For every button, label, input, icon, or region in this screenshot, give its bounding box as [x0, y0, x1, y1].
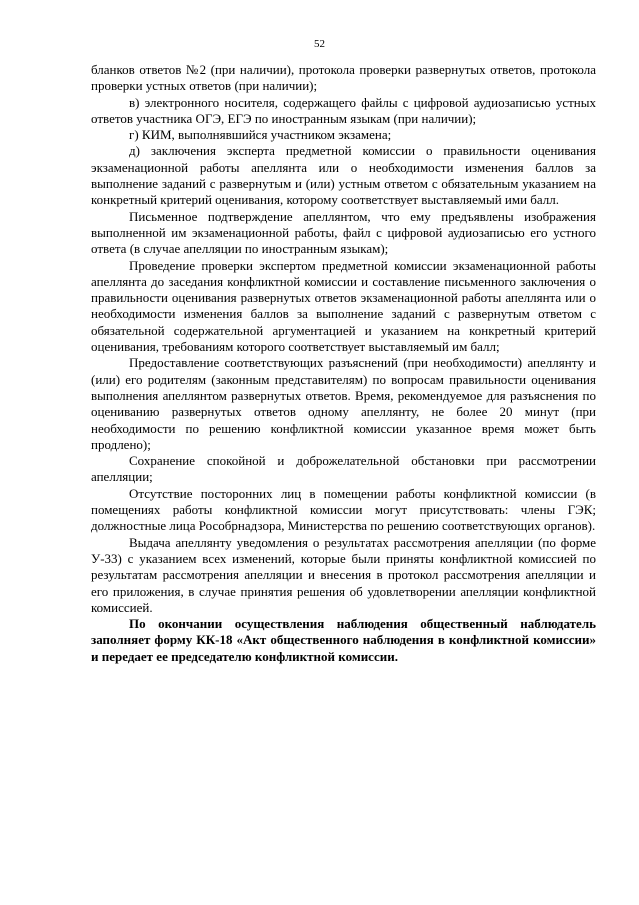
page-number: 52	[314, 38, 325, 50]
paragraph: бланков ответов №2 (при наличии), протокола проверки развернутых ответов, протокола проверки устных ответов (при наличии);	[91, 62, 596, 94]
paragraph: в) электронного носителя, содержащего файлы с цифровой аудиозаписью устных ответов участника ОГЭ, ЕГЭ по иностранным языкам (при наличии);	[91, 94, 596, 126]
paragraph: Предоставление соответствующих разъяснений (при необходимости) апеллянту и (или) его родителям (законным представителям) по вопросам правильности оценивания выполнения апеллянтом развернутых ответов. Время, рекомендуемое для разъяснения по оцениванию развернутых ответов одному апеллянту, не более 20 минут (при необходимости по решению конфликтной комиссии указанное время может быть продлено);	[91, 355, 596, 452]
paragraph: Сохранение спокойной и доброжелательной обстановки при рассмотрении апелляции;	[91, 453, 596, 485]
paragraph: Отсутствие посторонних лиц в помещении работы конфликтной комиссии (в помещениях работы конфликтной комиссии могут присутствовать: члены ГЭК; должностные лица Рособрнадзора, Министерства по решению соответствующих органов).	[91, 485, 596, 534]
paragraph: Выдача апеллянту уведомления о результатах рассмотрения апелляции (по форме У-33) с указанием всех изменений, которые были приняты конфликтной комиссией по результатам рассмотрения апелляции и внесения в протокол рассмотрения апелляции и его приложения, в случае принятия решения об удовлетворении апелляции конфликтной комиссией.	[91, 534, 596, 615]
document-body	[91, 62, 596, 665]
paragraph: Письменное подтверждение апеллянтом, что ему предъявлены изображения выполненной им экзаменационной работы, файл с цифровой аудиозаписью его устного ответа (в случае апелляции по иностранным языкам);	[91, 208, 596, 257]
paragraph: Проведение проверки экспертом предметной комиссии экзаменационной работы апеллянта до заседания конфликтной комиссии и составление письменного заключения о правильности оценивания развернутых ответов экзаменационной работы апеллянта или о необходимости изменения баллов за выполнение заданий с развернутым ответом с обязательной содержательной аргументацией и указанием на конкретный критерий оценивания, требованиям которого соответствует выставляемый им балл;	[91, 257, 596, 355]
paragraph-bold: По окончании осуществления наблюдения общественный наблюдатель заполняет форму КК-18 «Акт общественного наблюдения в конфликтной комиссии» и передает ее председателю конфликтной комиссии.	[91, 616, 596, 664]
paragraph: г) КИМ, выполнявшийся участником экзамена;	[129, 127, 392, 143]
paragraph: д) заключения эксперта предметной комиссии о правильности оценивания экзаменационной работы апеллянта или о необходимости изменения баллов за выполнение заданий с развернутым и (или) устным ответом с обязательным указанием на конкретный критерий оценивания, которому соответствует выставляемый ими балл.	[91, 143, 596, 208]
